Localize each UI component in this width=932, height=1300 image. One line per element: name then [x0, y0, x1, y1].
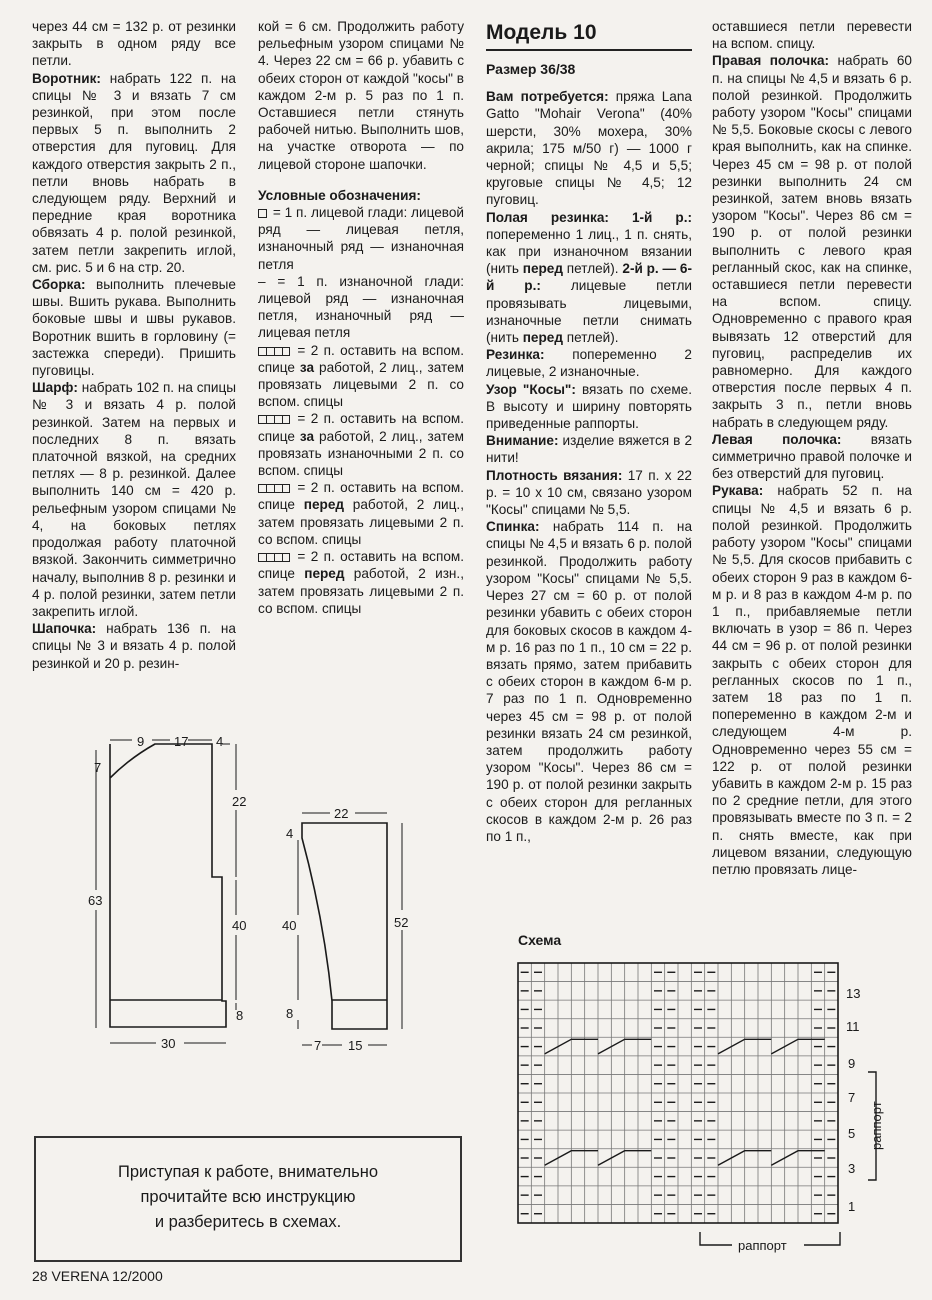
page-footer: 28 VERENA 12/2000	[32, 1268, 163, 1284]
dim-label: 4	[286, 826, 294, 841]
front-piece-outline	[110, 744, 226, 1027]
cable-back-purl-icon	[258, 415, 290, 424]
cable-mark	[718, 1039, 771, 1054]
row-label: 5	[848, 1126, 856, 1141]
repeat-horizontal-label: раппорт	[738, 1238, 787, 1253]
paragraph: оставшиеся петли перевести на вспом. спицу.	[712, 19, 912, 52]
legend-item: = 2 п. оставить на вспом. спице перед работой, 2 лиц., затем провязать лицевыми 2 п. со вспом. спицы	[258, 480, 464, 547]
legend-item: = 1 п. лицевой глади: лицевой ряд — лицевая петля, изнаночный ряд — изнаночная петля	[258, 205, 464, 272]
dim-label: 9	[137, 734, 145, 749]
cable-back-icon	[258, 347, 290, 356]
row-label: 13	[846, 986, 861, 1001]
cable-front-icon	[258, 484, 290, 493]
paragraph-collar: Воротник: набрать 122 п. на спицы № 3 и вязать 7 см резинкой, при этом после первых 5 п. выполнить 2 отверстия для пуговиц. Для каждого отверстия закрыть 2 п., петли вновь набрать в следующем ряду. Верхний и передние края воротника обвязать 4 р. полой резинкой, затем петли закрепить иглой, см. рис. 5 и 6 на стр. 20.	[32, 70, 236, 275]
dim-label: 8	[286, 1006, 294, 1021]
paragraph: через 44 см = 132 р. от резинки закрыть в одном ряду все петли.	[32, 19, 236, 69]
cable-mark	[598, 1151, 651, 1166]
dim-label: 52	[394, 915, 409, 930]
row-label: 11	[846, 1019, 860, 1034]
dim-label: 15	[348, 1038, 363, 1053]
text-column-4	[712, 18, 912, 878]
notice-box	[34, 1136, 462, 1262]
cable-mark	[718, 1151, 771, 1166]
dim-label: 7	[314, 1038, 322, 1053]
cable-mark	[771, 1151, 824, 1166]
notice-line: прочитайте всю инструкцию	[140, 1188, 356, 1206]
repeat-vertical-label: раппорт	[869, 1101, 884, 1150]
paragraph-right-front: Правая полочка: набрать 60 п. на спицы № 4,5 и вязать 6 р. полой резинкой. Продолжить работу узором "Косы" спицами № 5,5. Боковые скосы с левого края выполнить, как на спинке. Через 45 см = 98 р. от полой резинки выполнить 24 см резинкой, затем вновь вязать узором "Косы". Через 86 см = 190 р. от полой резинки выполнить с левого края регланный скос, как на спинке, оставшиеся петли перевести на вспом. спицу. Одновременно с правого края вывязать 12 отверстий для пуговиц, распределив их равномерно. Для каждого отверстия после первых 4 п. закрыть 3 п., петли вновь набрать в следующем ряду.	[712, 53, 912, 430]
dim-label: 40	[282, 918, 297, 933]
dim-label: 7	[94, 760, 102, 775]
legend-item: – = 1 п. изнаночной глади: лицевой ряд — изнаночная петля, изнаночный ряд — лицевая петля	[258, 273, 464, 341]
text-column-1	[32, 18, 236, 672]
dim-label: 17	[174, 734, 189, 749]
legend-item: = 2 п. оставить на вспом. спице перед работой, 2 изн., затем провязать лицевыми 2 п. со вспом. спицы	[258, 549, 464, 616]
paragraph: кой = 6 см. Продолжить работу рельефным узором спицами № 4. Через 22 см = 66 р. убавить с обеих сторон от каждой "косы" в каждом 2-м р. 5 раз по 1 п. Оставшиеся петли стянуть рабочей нитью. Выполнить шов, на участке отворота — по лицевой стороне шапочки.	[258, 19, 464, 172]
paragraph-left-front: Левая полочка: вязать симметрично правой полочке и без отверстий для пуговиц.	[712, 431, 912, 482]
model-title: Модель 10	[486, 20, 692, 51]
paragraph-back: Спинка: набрать 114 п. на спицы № 4,5 и вязать 6 р. полой резинкой. Продолжить работу узором "Косы" спицами № 5,5. Через 27 см = 60 р. от полой резинки убавить с обеих сторон для боковых скосов в каждом 4-м р. 16 раз по 1 п., 10 см = 22 р. вязать прямо, затем прибавить с обеих сторон в каждом 6-м р. 7 раз по 1 п. Одновременно через 45 см = 98 р. от полой резинки вязать 24 см резинкой, затем продолжить работу узором "Косы". Через 86 см = 190 р. от полой резинки закрыть с обеих сторон для регланных скосов в каждом 2-м р. 26 раз по 1 п.,	[486, 519, 692, 844]
paragraph-assembly: Сборка: выполнить плечевые швы. Вшить рукава. Выполнить боковые швы и швы рукавов. Воротник вшить в горловину (= застежка спереди). Пришить пуговицы.	[32, 277, 236, 379]
paragraph-materials: Вам потребуется: пряжа Lana Gatto "Mohair Verona" (40% шерсти, 30% мохера, 30% акрила; 175 м/50 г) — 1000 г черной; спицы № 4,5 и 5,5; круговые спицы № 4,5; 12 пуговиц.	[486, 89, 692, 208]
dim-label: 40	[232, 918, 247, 933]
paragraph-gauge: Плотность вязания: 17 п. х 22 р. = 10 х 10 см, связано узором "Косы" спицами № 5,5.	[486, 467, 692, 518]
cable-mark	[771, 1039, 824, 1054]
text-column-3	[486, 20, 692, 845]
cable-mark	[545, 1151, 598, 1166]
legend-heading: Условные обозначения:	[258, 187, 421, 203]
dim-label: 4	[216, 734, 224, 749]
row-label: 1	[848, 1199, 856, 1214]
paragraph-scarf: Шарф: набрать 102 п. на спицы № 3 и вязать 4 р. полой резинкой. Затем на первых и последних 8 п. вязать платочной вязкой, на средних петлях — 8 р. резинкой. Далее выполнить 140 см = 420 р. рельефным узором спицами № 4, на боковых петлях продолжая работу платочной вязкой. Закончить симметрично началу, выполнив 8 р. резинки и 4 р. полой резинки, затем петли закрепить иглой.	[32, 380, 237, 619]
sleeve-piece-outline	[302, 823, 387, 1029]
cable-mark	[598, 1039, 651, 1054]
cable-mark	[545, 1039, 598, 1054]
dim-label: 22	[334, 806, 349, 821]
dim-label: 63	[88, 893, 103, 908]
dim-label: 30	[161, 1036, 176, 1051]
knit-square-icon	[258, 209, 267, 218]
paragraph-rib: Резинка: попеременно 2 лицевые, 2 изнаночные.	[486, 347, 692, 380]
row-label: 7	[848, 1090, 856, 1105]
size-title: Размер 36/38	[486, 61, 576, 77]
text-column-2	[258, 18, 464, 617]
dim-label: 8	[236, 1008, 244, 1023]
row-label: 9	[848, 1056, 856, 1071]
notice-line: Приступая к работе, внимательно	[117, 1163, 379, 1181]
paragraph-sleeves: Рукава: набрать 52 п. на спицы № 4,5 и вязать 6 р. полой резинкой. Продолжить работу узором "Косы" спицами № 5,5. Для скосов прибавить с обеих сторон 9 раз в каждом 6-м р. и 8 раз в каждом 4-м р. по 1 п., прибавляемые петли включать в узор = 86 п. Через 44 см = 96 р. от полой резинки закрыть с обеих сторон для регланных скосов по 1 п., затем 18 раз по 1 п. попеременно в каждом 2-м и следующем 4-м р. Одновременно через 55 см = 122 р. от полой резинки убавить в каждом 2-м р. 15 раз по 2 средние петли, для этого провязывать вместе по 3 п. = 2 п. снять вместе, как при лицевом вязании, следующую петлю провязать лице-	[712, 483, 912, 877]
paragraph-hollow-rib: Полая резинка: 1-й р.: попеременно 1 лиц., 1 п. снять, как при изнаночном вязании (нить перед петлей). 2-й р. — 6-й р.: лицевые петли провязывать лицевыми, изнаночные петли снимать (нить перед петлей).	[486, 209, 693, 346]
notice-line: и разберитесь в схемах.	[154, 1213, 342, 1231]
cable-front-purl-icon	[258, 553, 290, 562]
schema-title: Схема	[518, 932, 562, 948]
row-label: 3	[848, 1161, 856, 1176]
legend-item: = 2 п. оставить на вспом. спице за работой, 2 лиц., затем провязать лицевыми 2 п. со вспом. спицы	[258, 342, 464, 410]
dim-label: 22	[232, 794, 247, 809]
paragraph-cables: Узор "Косы": вязать по схеме. В высоту и ширину повторять приведенные раппорты.	[486, 381, 692, 432]
paragraph-attention: Внимание: изделие вяжется в 2 нити!	[486, 433, 692, 466]
paragraph-hat: Шапочка: набрать 136 п. на спицы № 3 и вязать 4 р. полой резинкой и 20 р. резин-	[32, 621, 236, 671]
legend-item: = 2 п. оставить на вспом. спице за работой, 2 лиц., затем провязать изнаночными 2 п. со вспом. спицы	[258, 411, 464, 479]
